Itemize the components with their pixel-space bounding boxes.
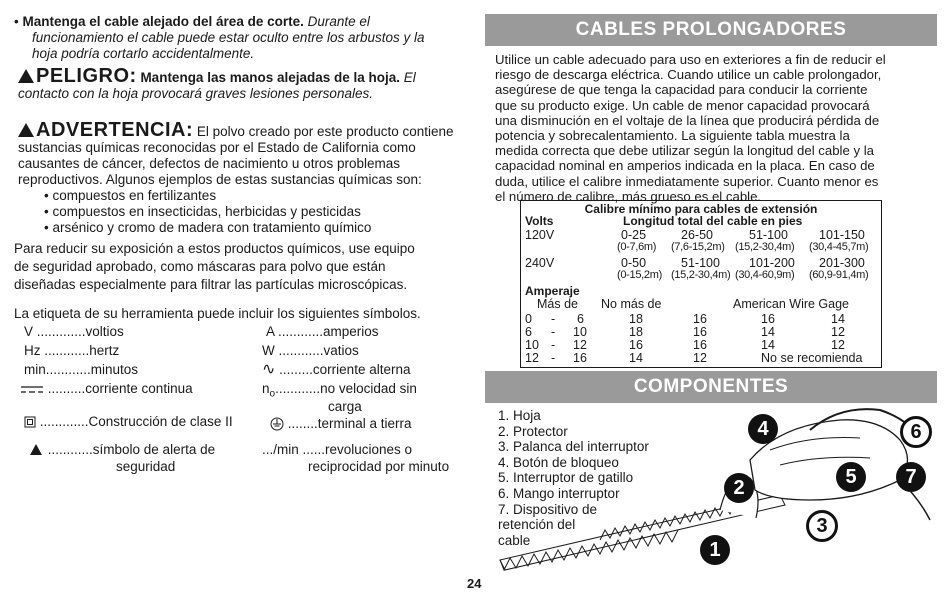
length-cell: 0-50 [621,256,647,270]
cable-warning-line3: hoja podría cortarlo accidentalmente. [32,46,255,61]
cell: - [551,312,556,326]
callout-2: 2 [724,473,754,503]
reduce-line1: Para reducir su exposición a estos productos químicos, use equipo [14,241,415,256]
component-item: 7. Dispositivo de [498,501,598,517]
callout-1: 1 [700,535,730,565]
cables-line: duda, utilice el calibre inmediatamente superior. Cuanto menor es [495,173,879,189]
length-cell: 101-150 [819,228,865,242]
metric-cell: (0-7,6m) [617,241,657,253]
symbol-watts: W ............vatios [262,343,359,358]
danger-italic: El [403,70,416,85]
alert-triangle-icon [30,444,42,455]
symbol-amps: A ............amperios [266,324,379,339]
cables-line: potencia y sobrecalentamiento. La siguiente tabla muestra la [495,128,850,144]
symbol-class2 [24,414,233,430]
amperage-label: Amperaje [525,284,580,298]
cell: 12 [525,351,539,365]
chemical-item: arsénico y cromo de madera con tratamiento químico [52,220,372,235]
metric-cell: (15,2-30,4m) [735,241,795,253]
component-item: 5. Interruptor de gatillo [498,470,634,486]
no-symbol: n [262,381,270,396]
cables-line: medida correcta que debe utilizar según la longitud del cable y la [495,143,875,159]
reduce-line2: de seguridad aprobado, como máscaras para polvo que están [14,259,386,274]
chemical-warning: ADVERTENCIA: El polvo creado por este producto contiene sustancias químicas reconocidas por el Estado de California como causantes de cáncer, defectos de nacimiento u otros problemas reproductivos. Algunos ejemplos de estas sustancias químicas son: • compuestos en fertilizantes • compuestos en insecticidas, herbicidas y pesticidas • arsénico y cromo de madera con tratamiento químico [18,122,478,236]
voltage-120: 120V [525,228,555,242]
component-item: retención del [498,517,576,533]
warning-line2: sustancias químicas reconocidas por el Estado de California como [18,140,416,155]
cell: 10 [525,338,539,352]
callout-6: 6 [900,416,932,448]
no-load-label: ............no velocidad sin [275,381,417,396]
metric-cell: (0-15,2m) [617,269,662,281]
ac-label: .........corriente alterna [279,362,411,377]
cell: 12 [573,338,587,352]
cell: 18 [629,312,643,326]
length-cell: 0-25 [621,228,647,242]
symbol-hertz: Hz ............hertz [24,343,120,358]
callout-7: 7 [896,462,926,492]
alert-label-2: seguridad [116,459,176,474]
cell: 0 [525,312,532,326]
symbol-rpm: .../min ......revoluciones o [262,442,413,457]
metric-cell: (60,9-91,4m) [809,269,869,281]
length-cell: 51-100 [749,228,788,242]
danger-word: PELIGRO: [36,65,137,87]
symbol-dc [20,381,193,397]
dc-label: ..........corriente continua [47,381,193,396]
voltage-240: 240V [525,256,555,270]
cable-warning-italic: Durante el [307,14,370,29]
ground-label: ........terminal a tierra [287,416,412,431]
cell: 16 [693,312,707,326]
length-label: Longitud total del cable en pies [623,214,803,228]
rpm-label-2: reciprocidad por minuto [308,459,450,474]
warning-line1: El polvo creado por este producto contiene [196,124,454,139]
cell: 14 [831,312,845,326]
components-header: COMPONENTES [485,371,937,403]
chemical-item: compuestos en fertilizantes [52,188,217,203]
cell: 6 [525,325,532,339]
cables-header: CABLES PROLONGADORES [485,14,937,46]
reduce-line3: diseñadas especialmente para filtrar las partículas microscópicas. [14,277,408,292]
symbol-minutes: min............minutos [24,362,139,377]
cable-warning-line2: funcionamiento el cable puede estar oculto entre los arbustos y la [32,30,425,45]
cell: 12 [831,325,845,339]
length-cell: 51-100 [681,256,720,270]
metric-cell: (30,4-60,9m) [735,269,795,281]
symbols-intro: La etiqueta de su herramienta puede incluir los siguientes símbolos. [14,306,421,321]
alert-triangle-icon [18,123,34,137]
cell: 12 [831,338,845,352]
no-symbol-sub: o [269,388,276,400]
cell: No se recomienda [761,351,863,365]
volts-label: Volts [525,214,554,228]
danger-line2: contacto con la hoja provocará graves lesiones personales. [18,86,373,101]
component-item: 6. Mango interruptor [498,485,620,501]
metric-cell: (30,4-45,7m) [809,241,869,253]
cell: 16 [629,338,643,352]
warning-line3: causantes de cáncer, defectos de nacimiento u otros problemas [18,156,400,171]
cell: 16 [573,351,587,365]
danger-warning [18,65,478,102]
dc-current-icon [20,384,44,394]
cable-safety-warning: • Mantenga el cable alejado del área de corte. Durante el funcionamiento el cable puede estar oculto entre los arbustos y la hoja podría cortarlo accidentalmente. [14,14,474,62]
length-cell: 26-50 [681,228,713,242]
warning-line4: reproductivos. Algunos ejemplos de estas sustancias químicas son: [18,172,422,187]
cell: 18 [629,325,643,339]
ac-wave-icon: ∿ [262,361,276,378]
danger-bold: Mantenga las manos alejadas de la hoja. [140,70,401,85]
cell: 16 [693,338,707,352]
cell: 14 [761,325,775,339]
mas-de-label: Más de [537,297,578,311]
cell: - [551,325,556,339]
no-mas-de-label: No más de [601,297,662,311]
component-item: 3. Palanca del interruptor [498,439,649,455]
table-title: Calibre mínimo para cables de extensión [584,202,818,216]
cable-warning-bold: Mantenga el cable alejado del área de corte. [22,14,304,29]
warning-word: ADVERTENCIA: [36,119,194,141]
cables-line: riesgo de descarga eléctrica. Cuando utilice un cable prolongador, [495,67,882,83]
component-item: 1. Hoja [498,408,541,423]
double-square-icon [24,416,36,428]
component-item: cable [498,532,531,548]
callout-4: 4 [748,414,778,444]
no-load-label-2: carga [328,399,362,414]
alert-label: ............símbolo de alerta de [47,442,216,457]
extension-cord-table [520,200,882,368]
metric-cell: (15,2-30,4m) [671,269,731,281]
cell: 14 [761,338,775,352]
length-cell: 101-200 [749,256,795,270]
cell: 16 [761,312,775,326]
cell: 12 [693,351,707,365]
cell: - [551,338,556,352]
cables-line: asegúrese de que tenga la capacidad para conducir la corriente [495,82,868,98]
callout-3: 3 [806,510,838,542]
chemical-item: compuestos en insecticidas, herbicidas y pesticidas [52,204,361,219]
cell: 6 [577,312,584,326]
reduce-exposure-paragraph [14,240,474,294]
callout-5: 5 [836,462,866,492]
symbol-alert [30,442,215,458]
cell: 16 [693,325,707,339]
cables-paragraph [495,52,940,204]
awg-label: American Wire Gage [733,297,850,311]
length-cell: 201-300 [819,256,865,270]
component-item: 4. Botón de bloqueo [498,454,619,470]
symbol-ground [270,416,412,432]
cell: 10 [573,325,587,339]
class2-label: .............Construcción de clase II [39,414,233,429]
cables-line: capacidad nominal en amperios indicada en la placa. En caso de [495,158,875,174]
cables-line: Utilice un cable adecuado para uso en exteriores a fin de reducir el [495,52,886,67]
cables-line: una disminución en el voltaje de la línea que producirá pérdida de [495,112,880,128]
symbol-volts: V .............voltios [24,324,124,339]
alert-triangle-icon [18,69,34,83]
page-number: 24 [467,576,482,591]
component-item: 2. Protector [498,423,568,439]
symbol-ac [262,362,410,378]
cables-line: que su producto exige. Un cable de menor capacidad provocará [495,97,870,113]
metric-cell: (7,6-15,2m) [671,241,725,253]
cables-line: el número de calibre, más grueso es el cable. [495,188,762,204]
ground-terminal-icon [270,417,284,431]
cell: - [551,351,556,365]
cell: 14 [629,351,643,365]
